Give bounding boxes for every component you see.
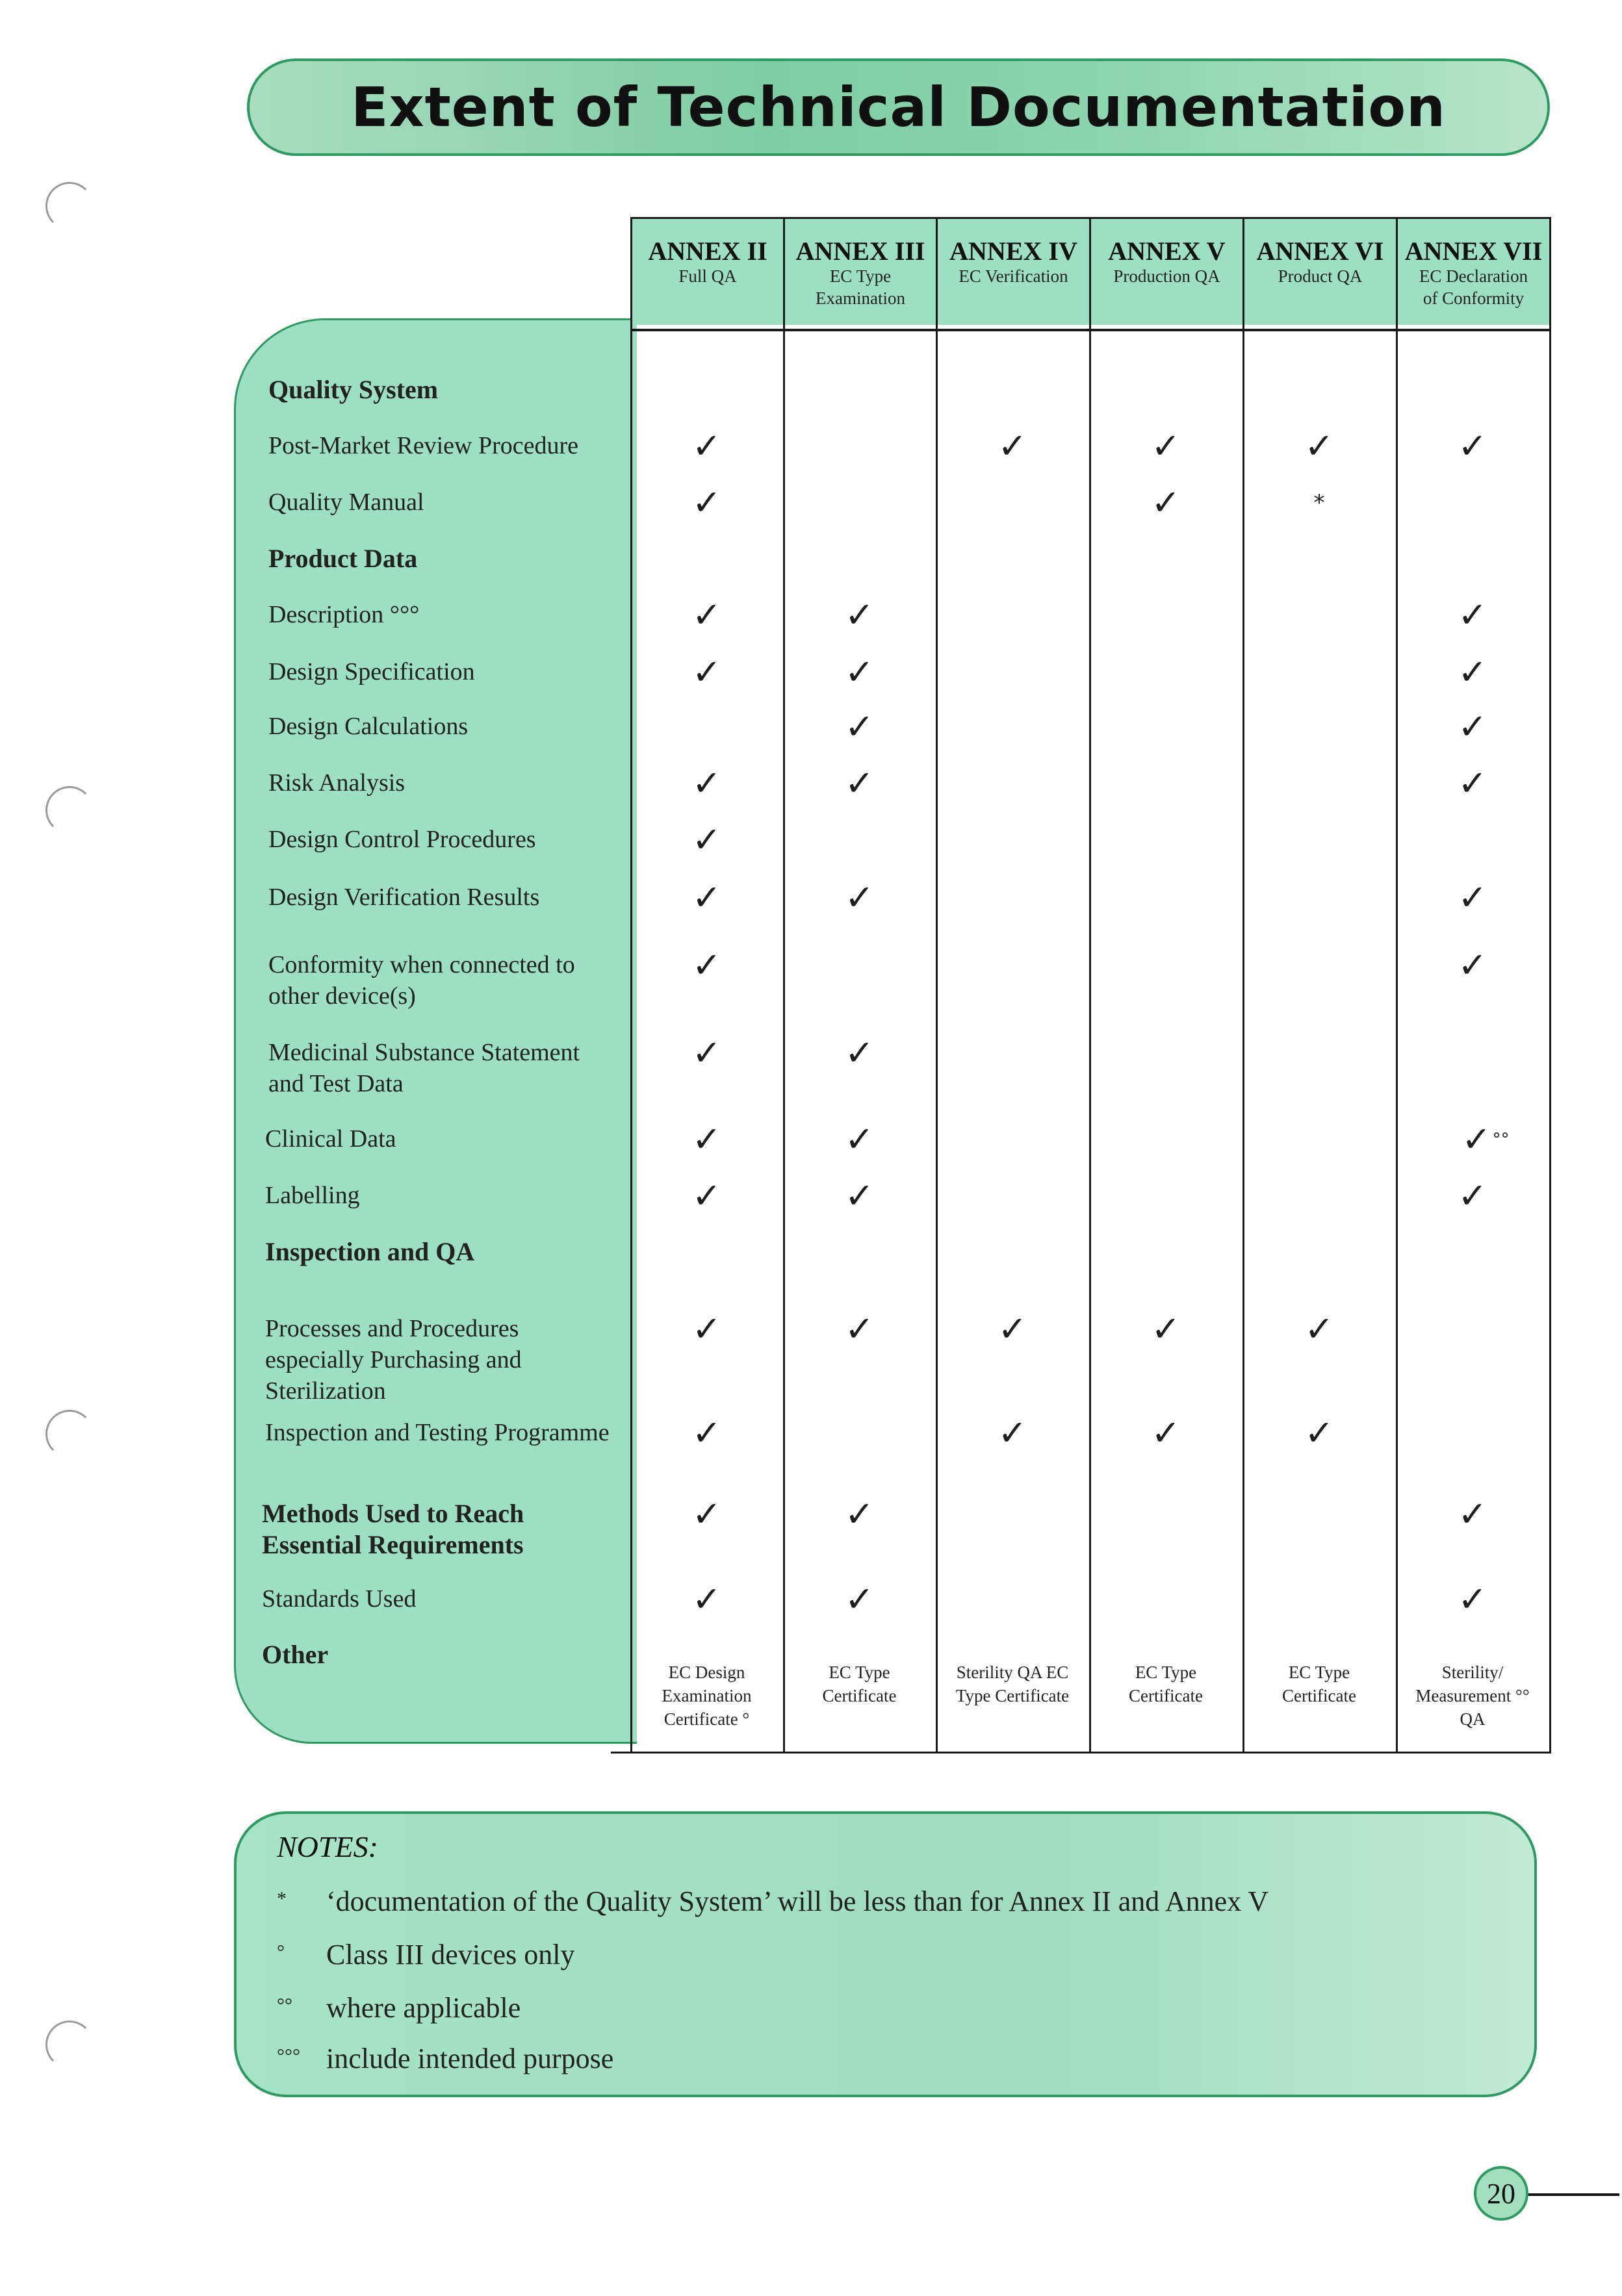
section-heading: Quality System (268, 375, 439, 404)
note-text: Class III devices only (326, 1939, 575, 1971)
row-label-panel (234, 318, 637, 1744)
row-label: Conformity when connected to other device(s) (268, 951, 575, 1010)
table-rule (630, 217, 1551, 219)
column-header (938, 217, 1089, 325)
checkmark-icon: ✓ (691, 1494, 722, 1535)
checkmark-icon: ✓ (691, 652, 722, 693)
checkmark-icon: ✓°° (1461, 1119, 1510, 1160)
checkmark-icon: ✓ (1304, 1412, 1334, 1453)
note-text: ‘documentation of the Quality System’ will be less than for Annex II and Annex V (326, 1885, 1269, 1917)
checkmark-icon: ✓ (1151, 426, 1181, 466)
column-header-title: ANNEX II (648, 236, 767, 266)
checkmark-icon: ✓ (691, 819, 722, 860)
checkmark-icon: ✓ (844, 1119, 875, 1160)
checkmark-icon: ✓ (1458, 594, 1487, 635)
column-header (632, 217, 783, 325)
punch-hole-2 (45, 786, 94, 834)
row-label: Quality Manual (268, 489, 424, 516)
checkmark-icon: ✓ (691, 1119, 722, 1160)
table-rule (1089, 217, 1091, 1752)
note-item (277, 2041, 613, 2076)
table-rule (783, 217, 785, 1752)
column-header (785, 217, 936, 325)
checkmark-icon: ✓ (691, 1412, 722, 1453)
checkmark-icon: ✓ (998, 1412, 1027, 1453)
checkmark-icon: ✓ (844, 706, 875, 747)
checkmark-icon: ✓ (1151, 1308, 1181, 1349)
column-header-title: ANNEX VII (1404, 236, 1543, 266)
other-cell: EC Type Certificate (1282, 1663, 1356, 1705)
column-header-subtitle: EC Verification (959, 266, 1068, 286)
page-number-rule (1528, 2193, 1619, 2196)
row-label: Description °°° (268, 601, 420, 628)
checkmark-icon: ✓ (691, 1308, 722, 1349)
page-number: 20 (1474, 2166, 1528, 2221)
note-symbol: °° (277, 1995, 292, 2016)
table-rule (611, 1752, 1551, 1754)
checkmark-icon: ✓ (691, 1175, 722, 1216)
checkmark-icon: ✓ (844, 652, 875, 693)
note-symbol: * (277, 1888, 287, 1909)
checkmark-icon: ✓ (1458, 877, 1487, 918)
row-label: Medicinal Substance Statement and Test Data (268, 1039, 580, 1097)
table-rule (630, 329, 1551, 331)
column-header-subtitle: EC Type Examination (816, 266, 905, 308)
table-rule (1242, 217, 1244, 1752)
column-header-title: ANNEX VI (1256, 236, 1384, 266)
table-rule (1549, 217, 1551, 1752)
checkmark-icon: ✓ (844, 1494, 875, 1535)
checkmark-icon: ✓ (691, 426, 722, 466)
note-text: include intended purpose (326, 2043, 614, 2074)
checkmark-icon: ✓ (1458, 1494, 1487, 1535)
checkmark-icon: ✓ (691, 1032, 722, 1073)
page-title: Extent of Technical Documentation (351, 75, 1446, 139)
other-cell: EC Type Certificate (1129, 1663, 1203, 1705)
table-rule (630, 217, 632, 1752)
row-label: Design Specification (268, 658, 475, 685)
checkmark-icon: ✓ (691, 763, 722, 804)
row-label: Processes and Procedures especially Purchasing and Sterilization (265, 1315, 522, 1405)
checkmark-icon: ✓ (691, 594, 722, 635)
column-header (1244, 217, 1396, 325)
note-item (277, 1884, 1268, 1919)
checkmark-icon: ✓ (844, 1308, 875, 1349)
column-header (1091, 217, 1242, 325)
checkmark-icon: ✓ (844, 594, 875, 635)
row-label: Design Verification Results (268, 884, 540, 911)
title-banner (247, 58, 1550, 156)
checkmark-icon: ✓ (1458, 426, 1487, 466)
column-header-subtitle: EC Declaration of Conformity (1419, 266, 1528, 308)
other-cell: EC Design Examination Certificate ° (662, 1663, 752, 1729)
checkmark-icon: ✓ (1304, 426, 1334, 466)
checkmark-icon: ✓ (1458, 1175, 1487, 1216)
row-label: Labelling (265, 1182, 360, 1209)
checkmark-icon: ✓ (1458, 945, 1487, 986)
note-symbol: °°° (277, 2045, 300, 2067)
checkmark-icon: ✓ (998, 426, 1027, 466)
column-header-title: ANNEX IV (949, 236, 1077, 266)
punch-hole-1 (45, 182, 94, 230)
section-heading: Methods Used to Reach Essential Requirements (262, 1499, 524, 1559)
section-heading: Other (262, 1640, 329, 1669)
checkmark-icon: ✓ (844, 1579, 875, 1620)
checkmark-icon: ✓ (1151, 1412, 1181, 1453)
table-rule (936, 217, 938, 1752)
section-heading: Inspection and QA (265, 1237, 475, 1266)
checkmark-icon: ✓ (844, 1175, 875, 1216)
table-rule (1396, 217, 1398, 1752)
column-header-title: ANNEX III (795, 236, 925, 266)
note-symbol: ° (277, 1941, 285, 1963)
checkmark-icon: ✓ (1151, 482, 1181, 523)
other-cell: Sterility QA EC Type Certificate (955, 1663, 1070, 1705)
checkmark-icon: ✓ (1304, 1308, 1334, 1349)
asterisk-mark: * (1313, 490, 1325, 516)
checkmark-icon: ✓ (691, 945, 722, 986)
checkmark-icon: ✓ (691, 482, 722, 523)
checkmark-icon: ✓ (844, 763, 875, 804)
notes-title: NOTES: (277, 1830, 378, 1863)
note-item (277, 1937, 574, 1972)
row-label: Standards Used (262, 1585, 417, 1613)
note-text: where applicable (326, 1992, 521, 2024)
checkmark-icon: ✓ (844, 877, 875, 918)
row-label: Post-Market Review Procedure (268, 432, 578, 459)
other-cell: EC Type Certificate (822, 1663, 897, 1705)
checkmark-icon: ✓ (1458, 1579, 1487, 1620)
column-header-subtitle: Production QA (1113, 266, 1220, 286)
checkmark-icon: ✓ (1458, 652, 1487, 693)
punch-hole-4 (45, 2021, 94, 2069)
checkmark-icon: ✓ (1458, 763, 1487, 804)
row-label: Inspection and Testing Programme (265, 1419, 610, 1446)
checkmark-icon: ✓ (691, 877, 722, 918)
column-header-subtitle: Full QA (678, 266, 737, 286)
row-label: Clinical Data (265, 1125, 396, 1153)
column-header-title: ANNEX V (1108, 236, 1226, 266)
checkmark-icon: ✓ (1458, 706, 1487, 747)
row-label: Design Control Procedures (268, 826, 536, 853)
other-cell: Sterility/ Measurement °° QA (1415, 1663, 1530, 1729)
section-heading: Product Data (268, 544, 418, 573)
checkmark-icon: ✓ (998, 1308, 1027, 1349)
column-header (1398, 217, 1549, 325)
punch-hole-3 (45, 1410, 94, 1458)
row-label: Risk Analysis (268, 769, 406, 797)
notes-box (234, 1811, 1537, 2097)
checkmark-icon: ✓ (691, 1579, 722, 1620)
checkmark-icon: ✓ (844, 1032, 875, 1073)
note-item (277, 1991, 521, 2026)
row-label: Design Calculations (268, 713, 469, 740)
column-header-subtitle: Product QA (1278, 266, 1363, 286)
